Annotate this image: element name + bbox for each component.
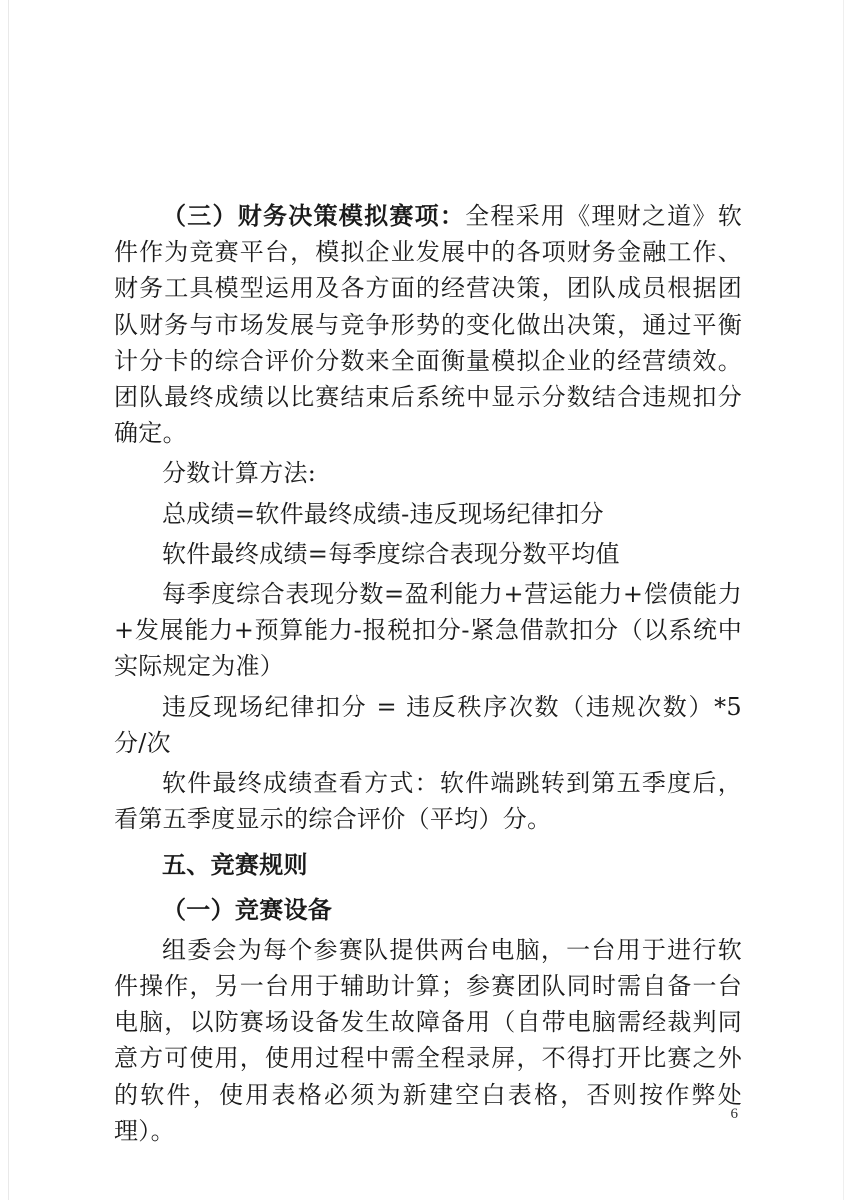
section3-heading: （三）财务决策模拟赛项：: [162, 202, 466, 230]
section5-sub1-heading: （一）竞赛设备: [162, 895, 333, 924]
formula-software-final: 软件最终成绩=每季度综合表现分数平均值: [162, 539, 620, 568]
score-method-title: 分数计算方法:: [162, 459, 317, 488]
document-body: [114, 198, 742, 1149]
formula-penalty: 违反现场纪律扣分 = 违反秩序次数（违规次数）*5分/次: [114, 692, 742, 757]
section5-sub1-body: 组委会为每个参赛队提供两台电脑，一台用于进行软件操作，另一台用于辅助计算；参赛团队同时需自备一台电脑，以防赛场设备发生故障备用（自带电脑需经裁判同意方可使用，使用过程中需全程录屏，不得打开比赛之外的软件，使用表格必须为新建空白表格，否则按作弊处理）。: [114, 935, 742, 1145]
score-view-method: 软件最终成绩查看方式：软件端跳转到第五季度后，看第五季度显示的综合评价（平均）分。: [114, 769, 742, 834]
scan-edge-line-right: [843, 0, 844, 1200]
formula-quarterly: 每季度综合表现分数=盈利能力+营运能力+偿债能力+发展能力+预算能力-报税扣分-紧急借款扣分（以系统中实际规定为准）: [114, 580, 742, 681]
section3-paragraph: [114, 198, 742, 451]
section3-body: 全程采用《理财之道》软件作为竞赛平台，模拟企业发展中的各项财务金融工作、财务工具模型运用及各方面的经营决策，团队成员根据团队财务与市场发展与竞争形势的变化做出决策，通过平衡计分卡的综合评价分数来全面衡量模拟企业的经营绩效。团队最终成绩以比赛结束后系统中显示分数结合违规扣分确定。: [114, 202, 742, 448]
scan-edge-line: [8, 0, 9, 1200]
page-number: 6: [730, 1106, 738, 1122]
section5-heading: 五、竞赛规则: [162, 851, 308, 880]
formula-total: 总成绩=软件最终成绩-违反现场纪律扣分: [162, 499, 604, 528]
